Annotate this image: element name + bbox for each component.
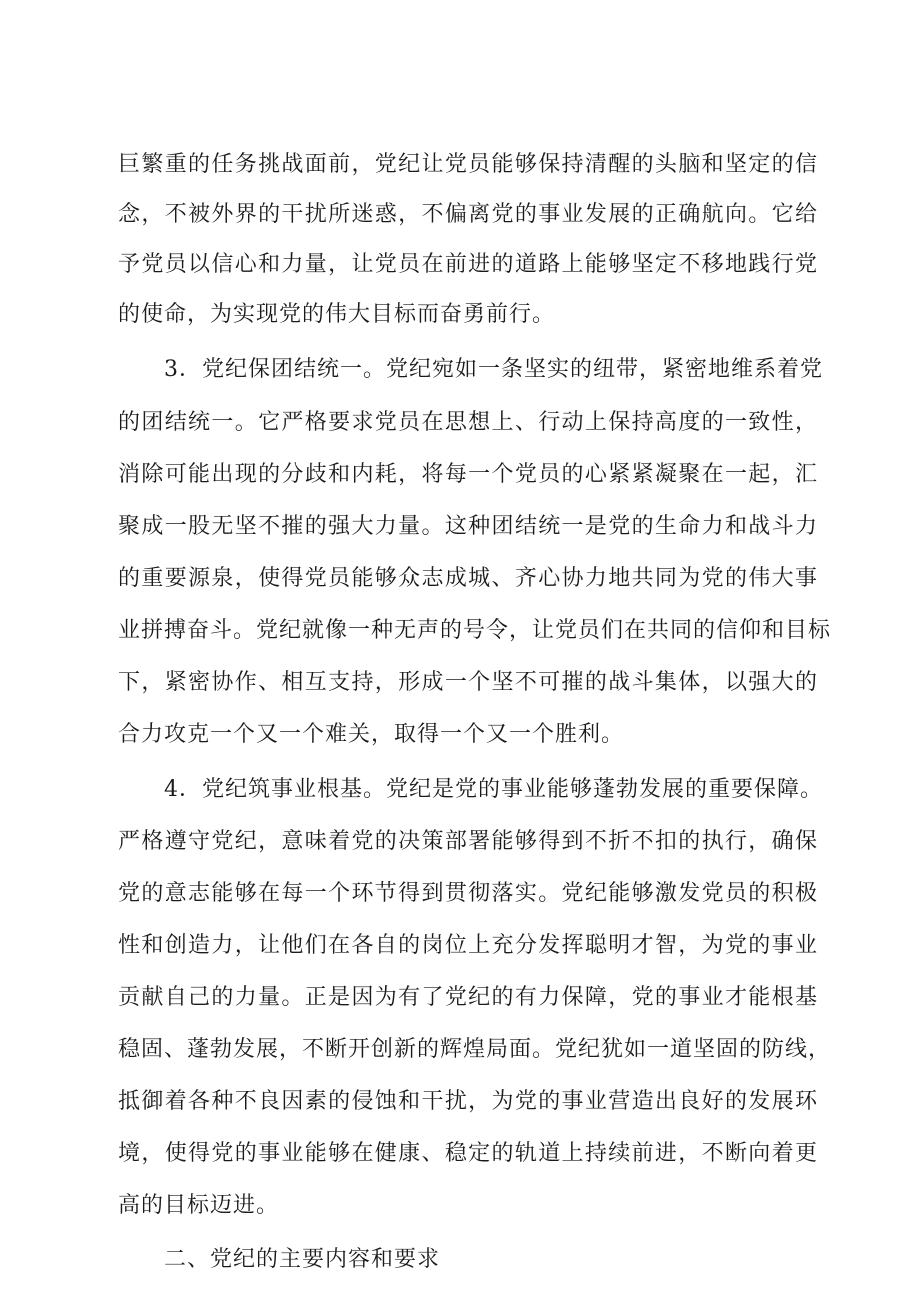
text-line: 业拼搏奋斗。党纪就像一种无声的号令，让党员们在共同的信仰和目标 xyxy=(118,618,832,643)
text-line: 下，紧密协作、相互支持，形成一个坚不可摧的战斗集体，以强大的 xyxy=(118,670,818,695)
text-line: 的使命，为实现党的伟大目标而奋勇前行。 xyxy=(118,302,556,327)
text-line: 贡献自己的力量。正是因为有了党纪的有力保障，党的事业才能根基 xyxy=(118,985,818,1010)
text-line: 严格遵守党纪，意味着党的决策部署能够得到不折不扣的执行，确保 xyxy=(118,829,818,854)
text-line: 高的目标迈进。 xyxy=(118,1193,280,1218)
text-line: 合力攻克一个又一个难关，取得一个又一个胜利。 xyxy=(118,722,625,747)
text-line: 的重要源泉，使得党员能够众志成城、齐心协力地共同为党的伟大事 xyxy=(118,566,818,591)
text-line: 党的意志能够在每一个环节得到贯彻落实。党纪能够激发党员的积极 xyxy=(118,881,818,906)
text-line: 念，不被外界的干扰所迷惑，不偏离党的事业发展的正确航向。它给 xyxy=(118,202,818,227)
text-line: 巨繁重的任务挑战面前，党纪让党员能够保持清醒的头脑和坚定的信 xyxy=(118,152,818,177)
section-heading: 二、党纪的主要内容和要求 xyxy=(164,1247,441,1272)
text-line: 抵御着各种不良因素的侵蚀和干扰，为党的事业营造出良好的发展环 xyxy=(118,1089,818,1114)
text-line: 4．党纪筑事业根基。党纪是党的事业能够蓬勃发展的重要保障。 xyxy=(164,777,823,802)
text-line: 消除可能出现的分歧和内耗，将每一个党员的心紧紧凝聚在一起，汇 xyxy=(118,462,818,487)
text-line: 境，使得党的事业能够在健康、稳定的轨道上持续前进，不断向着更 xyxy=(118,1141,818,1166)
text-line: 性和创造力，让他们在各自的岗位上充分发挥聪明才智，为党的事业 xyxy=(118,933,818,958)
text-line: 聚成一股无坚不摧的强大力量。这种团结统一是党的生命力和战斗力 xyxy=(118,514,818,539)
text-line: 稳固、蓬勃发展，不断开创新的辉煌局面。党纪犹如一道坚固的防线， xyxy=(118,1037,832,1062)
text-line: 予党员以信心和力量，让党员在前进的道路上能够坚定不移地践行党 xyxy=(118,252,818,277)
text-line: 的团结统一。它严格要求党员在思想上、行动上保持高度的一致性， xyxy=(118,410,818,435)
text-line: 3．党纪保团结统一。党纪宛如一条坚实的纽带，紧密地维系着党 xyxy=(164,357,823,382)
